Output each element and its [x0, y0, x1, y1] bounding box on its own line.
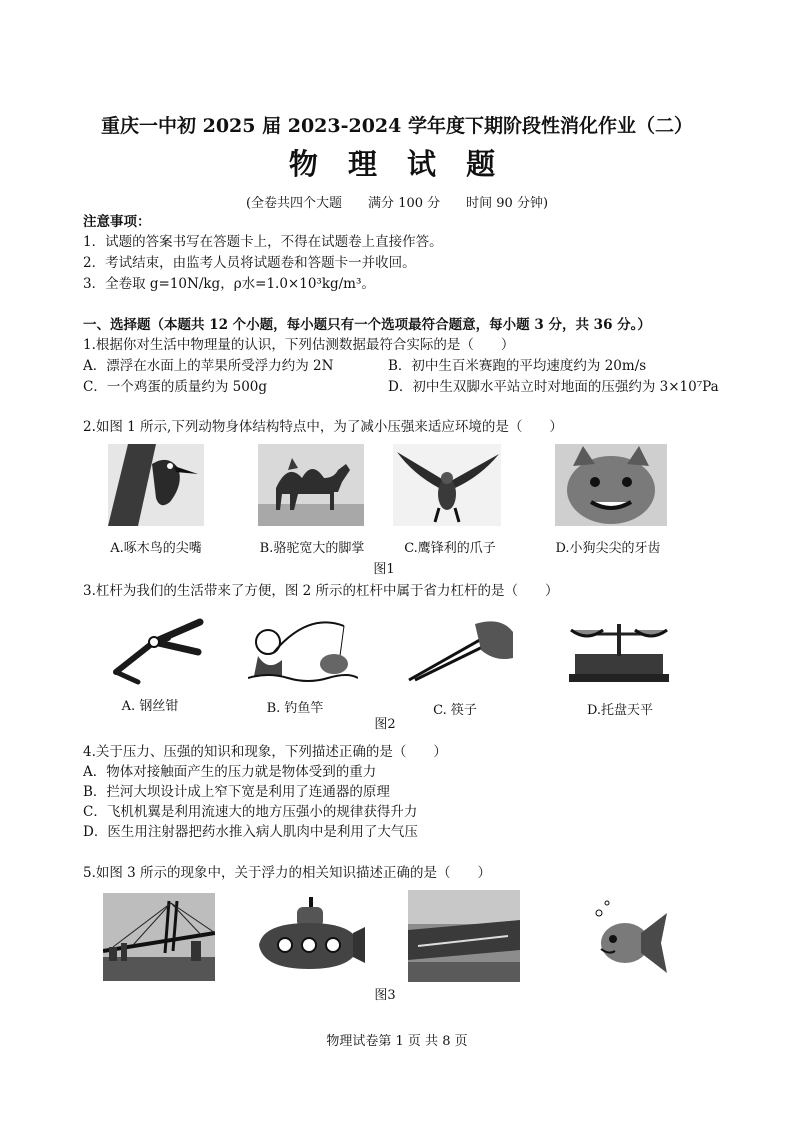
option-c: C．一个鸡蛋的质量约为 500g — [83, 379, 268, 395]
chopsticks-image — [405, 618, 515, 682]
woodpecker-image — [108, 444, 204, 526]
option-b: B．拦河大坝设计成上窄下宽是利用了连通器的原理 — [83, 784, 390, 800]
camel-image — [258, 444, 364, 526]
figure-caption: A.啄木鸟的尖嘴 — [110, 541, 202, 556]
pliers-image — [108, 608, 210, 688]
question-stem: 1.根据你对生活中物理量的认识，下列估测数据最符合实际的是（ ） — [83, 337, 515, 353]
question-stem: 2.如图 1 所示,下列动物身体结构特点中，为了减小压强来适应环境的是（ ） — [83, 419, 563, 435]
question-stem: 3.杠杆为我们的生活带来了方便，图 2 所示的杠杆中属于省力杠杆的是（ ） — [83, 583, 559, 599]
option-d: D．医生用注射器把药水推入病人肌肉中是利用了大气压 — [83, 824, 418, 840]
option-c: C．飞机机翼是利用流速大的地方压强小的规律获得升力 — [83, 804, 418, 820]
option-b: B．初中生百米赛跑的平均速度约为 20m/s — [388, 358, 647, 374]
exam-title: 重庆一中初 2025 届 2023-2024 学年度下期阶段性消化作业（二） — [101, 115, 693, 137]
section-heading: 一、选择题（本题共 12 个小题，每小题只有一个选项最符合题意，每小题 3 分，共 36 分。） — [83, 317, 651, 333]
figure-caption: B. 钓鱼竿 — [266, 701, 324, 716]
figure-caption: D.小狗尖尖的牙齿 — [555, 541, 661, 556]
figure-caption: B.骆驼宽大的脚掌 — [259, 541, 365, 556]
option-a: A．物体对接触面产生的压力就是物体受到的重力 — [83, 764, 377, 780]
option-a: A．漂浮在水面上的苹果所受浮力约为 2N — [83, 358, 334, 374]
fishing-rod-image — [248, 612, 358, 686]
note-item: 1．试题的答案书写在答题卡上，不得在试题卷上直接作答。 — [83, 234, 443, 250]
notes-heading: 注意事项： — [83, 214, 151, 230]
figure-label: 图1 — [373, 562, 395, 577]
bridge-image — [103, 893, 215, 981]
figure-label: 图3 — [374, 988, 396, 1003]
figure-caption: C. 筷子 — [433, 703, 477, 718]
fish-image — [585, 893, 669, 981]
ship-image — [408, 890, 520, 982]
note-item: 2．考试结束，由监考人员将试题卷和答题卡一并收回。 — [83, 255, 416, 271]
exam-info: (全卷共四个大题 满分 100 分 时间 90 分钟) — [245, 196, 549, 211]
subject-title: 物 理 试 题 — [288, 147, 506, 181]
note-item: 3．全卷取 g=10N/kg，ρ水=1.0×10³kg/m³。 — [83, 276, 375, 292]
question-stem: 5.如图 3 所示的现象中，关于浮力的相关知识描述正确的是（ ） — [83, 865, 492, 881]
question-stem: 4.关于压力、压强的知识和现象，下列描述正确的是（ ） — [83, 744, 447, 760]
submarine-image — [253, 893, 365, 981]
figure-label: 图2 — [374, 717, 396, 732]
figure-caption: D.托盘天平 — [586, 703, 654, 718]
figure-caption: C.鹰锋利的爪子 — [404, 541, 496, 556]
page-footer: 物理试卷第 1 页 共 8 页 — [326, 1034, 468, 1049]
option-d: D．初中生双脚水平站立时对地面的压强约为 3×10⁷Pa — [388, 379, 719, 395]
figure-caption: A. 钢丝钳 — [121, 699, 179, 714]
balance-scale-image — [565, 612, 673, 686]
eagle-image — [393, 444, 501, 526]
dog-image — [555, 444, 667, 526]
